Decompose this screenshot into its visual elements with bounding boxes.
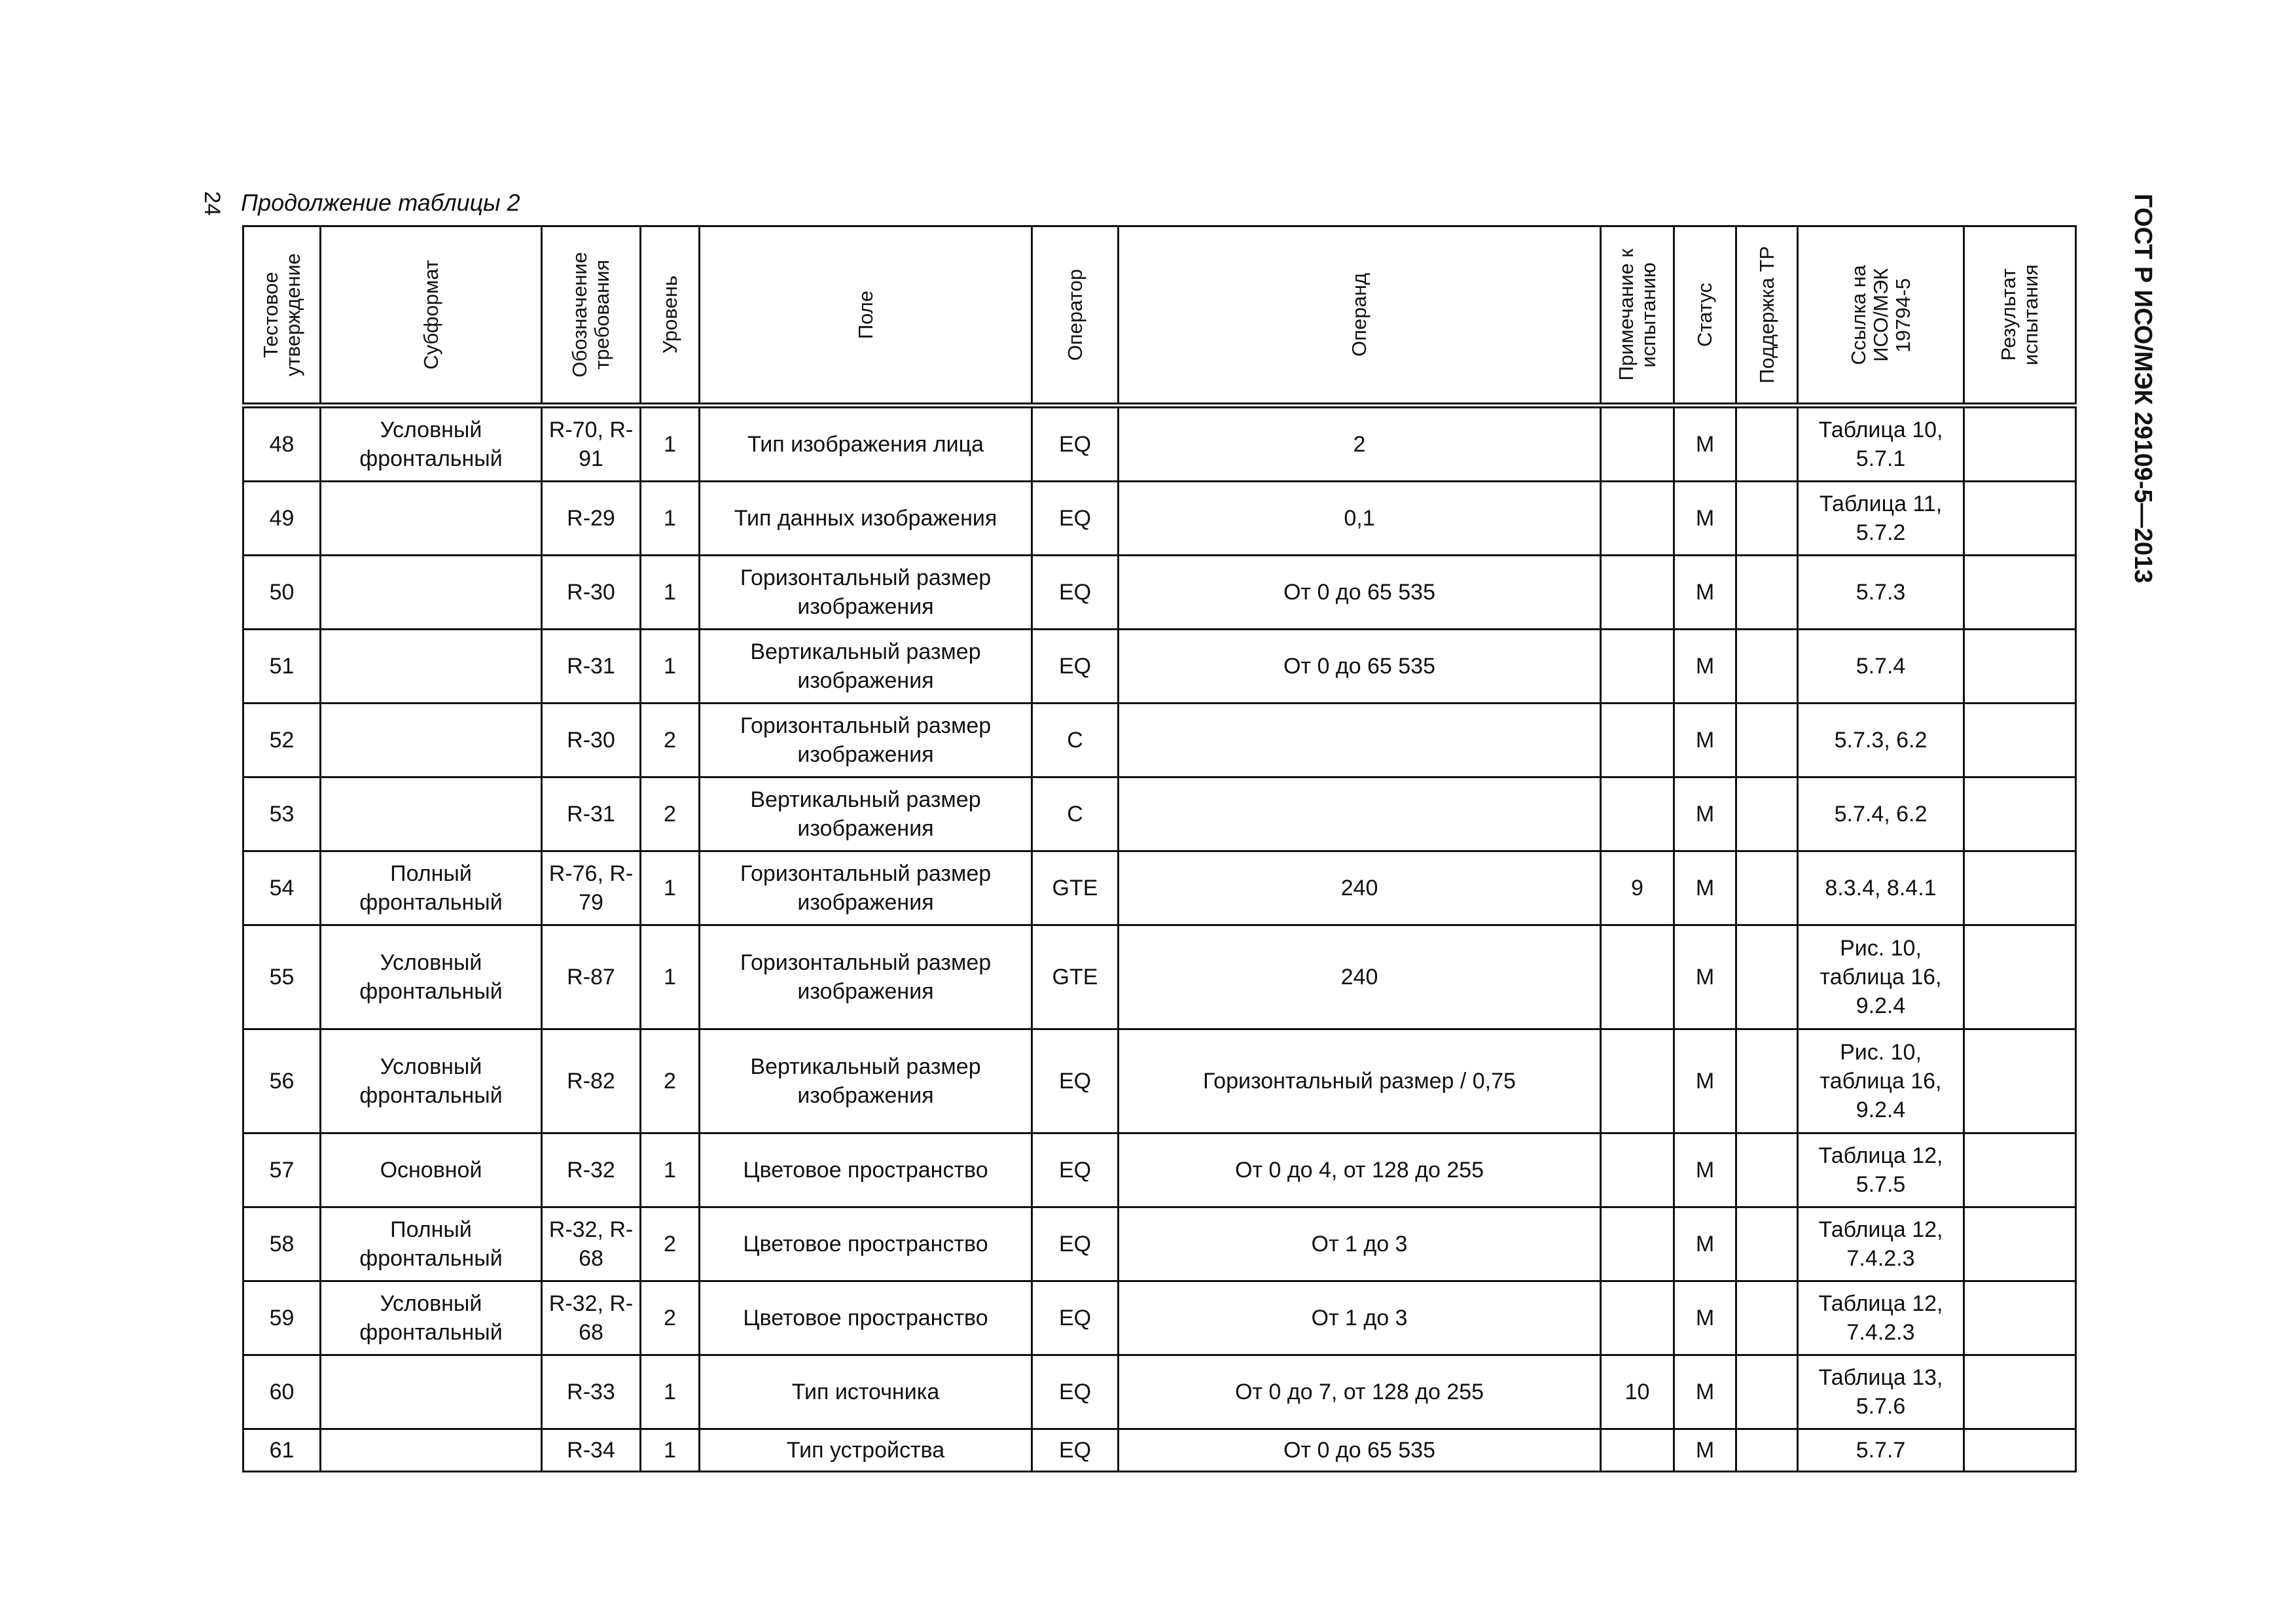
cell-status: M (1674, 1133, 1736, 1207)
table-row (243, 1355, 2076, 1429)
cell-requirement: R-76, R-79 (542, 851, 641, 925)
table-row (243, 1429, 2076, 1472)
cell-test: 53 (243, 777, 321, 851)
cell-requirement: R-87 (542, 925, 641, 1029)
cell-result (1964, 1429, 2076, 1472)
cell-tp-support (1736, 851, 1798, 925)
cell-tp-support (1736, 1207, 1798, 1281)
cell-reference: 5.7.3 (1798, 556, 1964, 630)
table-row (243, 925, 2076, 1029)
cell-test: 48 (243, 406, 321, 482)
cell-level: 1 (641, 1133, 700, 1207)
cell-operator: EQ (1032, 1207, 1119, 1281)
cell-field: Тип источника (700, 1355, 1032, 1429)
cell-note (1601, 1029, 1674, 1133)
cell-status: M (1674, 630, 1736, 704)
cell-level: 2 (641, 1207, 700, 1281)
cell-requirement: R-31 (542, 777, 641, 851)
cell-field: Вертикальный размер изображения (700, 630, 1032, 704)
table-row (243, 1207, 2076, 1281)
cell-field: Горизонтальный размер изображения (700, 704, 1032, 777)
cell-field: Горизонтальный размер изображения (700, 851, 1032, 925)
cell-operator: EQ (1032, 1133, 1119, 1207)
cell-requirement: R-32, R-68 (542, 1207, 641, 1281)
cell-result (1964, 1207, 2076, 1281)
table-row (243, 556, 2076, 630)
cell-operator: EQ (1032, 1429, 1119, 1472)
cell-note (1601, 925, 1674, 1029)
cell-reference: Таблица 12, 5.7.5 (1798, 1133, 1964, 1207)
cell-operand: Горизонтальный размер / 0,75 (1119, 1029, 1601, 1133)
cell-operator: EQ (1032, 630, 1119, 704)
cell-requirement: R-30 (542, 704, 641, 777)
cell-level: 1 (641, 925, 700, 1029)
cell-operator: C (1032, 704, 1119, 777)
cell-subformat (321, 777, 542, 851)
cell-subformat (321, 556, 542, 630)
cell-tp-support (1736, 556, 1798, 630)
table-row (243, 777, 2076, 851)
cell-operand: От 0 до 65 535 (1119, 630, 1601, 704)
cell-result (1964, 406, 2076, 482)
cell-test: 49 (243, 482, 321, 556)
cell-test: 60 (243, 1355, 321, 1429)
header-test-note: Примечание к испытанию (1601, 226, 1674, 406)
cell-tp-support (1736, 630, 1798, 704)
cell-tp-support (1736, 777, 1798, 851)
cell-field: Тип изображения лица (700, 406, 1032, 482)
cell-tp-support (1736, 1355, 1798, 1429)
cell-status: M (1674, 1207, 1736, 1281)
cell-reference: Таблица 11, 5.7.2 (1798, 482, 1964, 556)
table-header-row (243, 226, 2076, 406)
cell-operator: GTE (1032, 925, 1119, 1029)
cell-reference: Таблица 12, 7.4.2.3 (1798, 1207, 1964, 1281)
cell-requirement: R-30 (542, 556, 641, 630)
table-row (243, 1281, 2076, 1355)
cell-status: M (1674, 851, 1736, 925)
cell-subformat (321, 630, 542, 704)
cell-operator: EQ (1032, 1029, 1119, 1133)
cell-subformat (321, 704, 542, 777)
cell-requirement: R-32, R-68 (542, 1281, 641, 1355)
cell-status: M (1674, 482, 1736, 556)
cell-operand: 2 (1119, 406, 1601, 482)
cell-tp-support (1736, 704, 1798, 777)
cell-operator: EQ (1032, 556, 1119, 630)
cell-reference: 5.7.7 (1798, 1429, 1964, 1472)
cell-reference: 5.7.4, 6.2 (1798, 777, 1964, 851)
cell-reference: 8.3.4, 8.4.1 (1798, 851, 1964, 925)
cell-level: 1 (641, 1429, 700, 1472)
cell-note: 10 (1601, 1355, 1674, 1429)
cell-level: 1 (641, 1355, 700, 1429)
cell-reference: Рис. 10, таблица 16, 9.2.4 (1798, 1029, 1964, 1133)
cell-subformat: Условный фронтальный (321, 925, 542, 1029)
cell-note: 9 (1601, 851, 1674, 925)
cell-level: 1 (641, 851, 700, 925)
header-requirement-id: Обозначение требования (542, 226, 641, 406)
cell-subformat: Основной (321, 1133, 542, 1207)
cell-subformat: Условный фронтальный (321, 1029, 542, 1133)
cell-status: M (1674, 777, 1736, 851)
cell-reference: Таблица 10, 5.7.1 (1798, 406, 1964, 482)
cell-operand: От 0 до 65 535 (1119, 1429, 1601, 1472)
cell-field: Тип данных изображения (700, 482, 1032, 556)
cell-tp-support (1736, 406, 1798, 482)
cell-operand: От 0 до 65 535 (1119, 556, 1601, 630)
cell-status: M (1674, 556, 1736, 630)
cell-note (1601, 556, 1674, 630)
cell-status: M (1674, 406, 1736, 482)
cell-field: Цветовое пространство (700, 1281, 1032, 1355)
cell-result (1964, 630, 2076, 704)
cell-field: Горизонтальный размер изображения (700, 556, 1032, 630)
cell-subformat (321, 1355, 542, 1429)
cell-reference: Таблица 13, 5.7.6 (1798, 1355, 1964, 1429)
table-row (243, 630, 2076, 704)
cell-tp-support (1736, 925, 1798, 1029)
cell-level: 1 (641, 556, 700, 630)
cell-result (1964, 851, 2076, 925)
cell-tp-support (1736, 482, 1798, 556)
cell-test: 58 (243, 1207, 321, 1281)
cell-reference: Рис. 10, таблица 16, 9.2.4 (1798, 925, 1964, 1029)
cell-requirement: R-29 (542, 482, 641, 556)
cell-reference: 5.7.4 (1798, 630, 1964, 704)
cell-test: 54 (243, 851, 321, 925)
cell-subformat: Полный фронтальный (321, 1207, 542, 1281)
table-row (243, 482, 2076, 556)
cell-subformat: Условный фронтальный (321, 1281, 542, 1355)
cell-level: 2 (641, 704, 700, 777)
cell-field: Горизонтальный размер изображения (700, 925, 1032, 1029)
page-number: 24 (200, 191, 224, 216)
cell-operator: C (1032, 777, 1119, 851)
cell-tp-support (1736, 1029, 1798, 1133)
cell-operand: 240 (1119, 925, 1601, 1029)
cell-note (1601, 482, 1674, 556)
cell-test: 50 (243, 556, 321, 630)
cell-note (1601, 1207, 1674, 1281)
cell-operand: 0,1 (1119, 482, 1601, 556)
cell-subformat: Полный фронтальный (321, 851, 542, 925)
cell-test: 51 (243, 630, 321, 704)
table-row (243, 851, 2076, 925)
cell-requirement: R-70, R-91 (542, 406, 641, 482)
cell-level: 2 (641, 1029, 700, 1133)
cell-tp-support (1736, 1281, 1798, 1355)
cell-tp-support (1736, 1133, 1798, 1207)
cell-reference: Таблица 12, 7.4.2.3 (1798, 1281, 1964, 1355)
cell-operand: 240 (1119, 851, 1601, 925)
cell-status: M (1674, 1281, 1736, 1355)
cell-test: 61 (243, 1429, 321, 1472)
cell-result (1964, 704, 2076, 777)
cell-result (1964, 1133, 2076, 1207)
requirements-table (242, 225, 2077, 1472)
header-test-result: Результат испытания (1964, 226, 2076, 406)
cell-requirement: R-33 (542, 1355, 641, 1429)
table-row (243, 1029, 2076, 1133)
cell-test: 59 (243, 1281, 321, 1355)
table-row (243, 704, 2076, 777)
cell-note (1601, 704, 1674, 777)
cell-test: 56 (243, 1029, 321, 1133)
cell-field: Цветовое пространство (700, 1207, 1032, 1281)
cell-result (1964, 925, 2076, 1029)
table-row (243, 1133, 2076, 1207)
cell-subformat (321, 1429, 542, 1472)
cell-result (1964, 777, 2076, 851)
cell-operand: От 0 до 4, от 128 до 255 (1119, 1133, 1601, 1207)
cell-operator: EQ (1032, 406, 1119, 482)
table-continuation-caption: Продолжение таблицы 2 (241, 189, 520, 216)
cell-status: M (1674, 1429, 1736, 1472)
cell-level: 2 (641, 777, 700, 851)
cell-subformat (321, 482, 542, 556)
cell-result (1964, 1029, 2076, 1133)
cell-tp-support (1736, 1429, 1798, 1472)
header-iso-reference: Ссылка на ИСО/МЭК 19794-5 (1798, 226, 1964, 406)
cell-reference: 5.7.3, 6.2 (1798, 704, 1964, 777)
cell-result (1964, 1355, 2076, 1429)
cell-level: 1 (641, 630, 700, 704)
cell-operator: EQ (1032, 1355, 1119, 1429)
cell-field: Цветовое пространство (700, 1133, 1032, 1207)
cell-requirement: R-31 (542, 630, 641, 704)
header-status: Статус (1674, 226, 1736, 406)
cell-requirement: R-82 (542, 1029, 641, 1133)
header-level: Уровень (641, 226, 700, 406)
header-operator: Оператор (1032, 226, 1119, 406)
cell-status: M (1674, 704, 1736, 777)
cell-operand (1119, 704, 1601, 777)
cell-note (1601, 406, 1674, 482)
cell-subformat: Условный фронтальный (321, 406, 542, 482)
header-operand: Операнд (1119, 226, 1601, 406)
cell-note (1601, 1429, 1674, 1472)
cell-requirement: R-32 (542, 1133, 641, 1207)
cell-field: Вертикальный размер изображения (700, 1029, 1032, 1133)
header-test-assertion: Тестовое утверждение (243, 226, 321, 406)
cell-requirement: R-34 (542, 1429, 641, 1472)
cell-note (1601, 630, 1674, 704)
cell-operator: EQ (1032, 482, 1119, 556)
cell-status: M (1674, 1355, 1736, 1429)
cell-operator: EQ (1032, 1281, 1119, 1355)
cell-note (1601, 1133, 1674, 1207)
cell-test: 57 (243, 1133, 321, 1207)
cell-test: 55 (243, 925, 321, 1029)
cell-note (1601, 1281, 1674, 1355)
cell-field: Тип устройства (700, 1429, 1032, 1472)
header-tp-support: Поддержка ТР (1736, 226, 1798, 406)
cell-operand: От 1 до 3 (1119, 1281, 1601, 1355)
cell-level: 1 (641, 482, 700, 556)
cell-note (1601, 777, 1674, 851)
cell-field: Вертикальный размер изображения (700, 777, 1032, 851)
document-code (2123, 194, 2162, 665)
cell-status: M (1674, 1029, 1736, 1133)
cell-result (1964, 1281, 2076, 1355)
cell-level: 2 (641, 1281, 700, 1355)
header-field: Поле (700, 226, 1032, 406)
cell-status: M (1674, 925, 1736, 1029)
header-subformat: Субформат (321, 226, 542, 406)
cell-test: 52 (243, 704, 321, 777)
cell-operand: От 1 до 3 (1119, 1207, 1601, 1281)
cell-level: 1 (641, 406, 700, 482)
cell-result (1964, 556, 2076, 630)
table-row (243, 406, 2076, 482)
cell-operator: GTE (1032, 851, 1119, 925)
cell-operand (1119, 777, 1601, 851)
cell-operand: От 0 до 7, от 128 до 255 (1119, 1355, 1601, 1429)
document-code-text: ГОСТ Р ИСО/МЭК 29109-5—2013 (2129, 194, 2157, 584)
cell-result (1964, 482, 2076, 556)
